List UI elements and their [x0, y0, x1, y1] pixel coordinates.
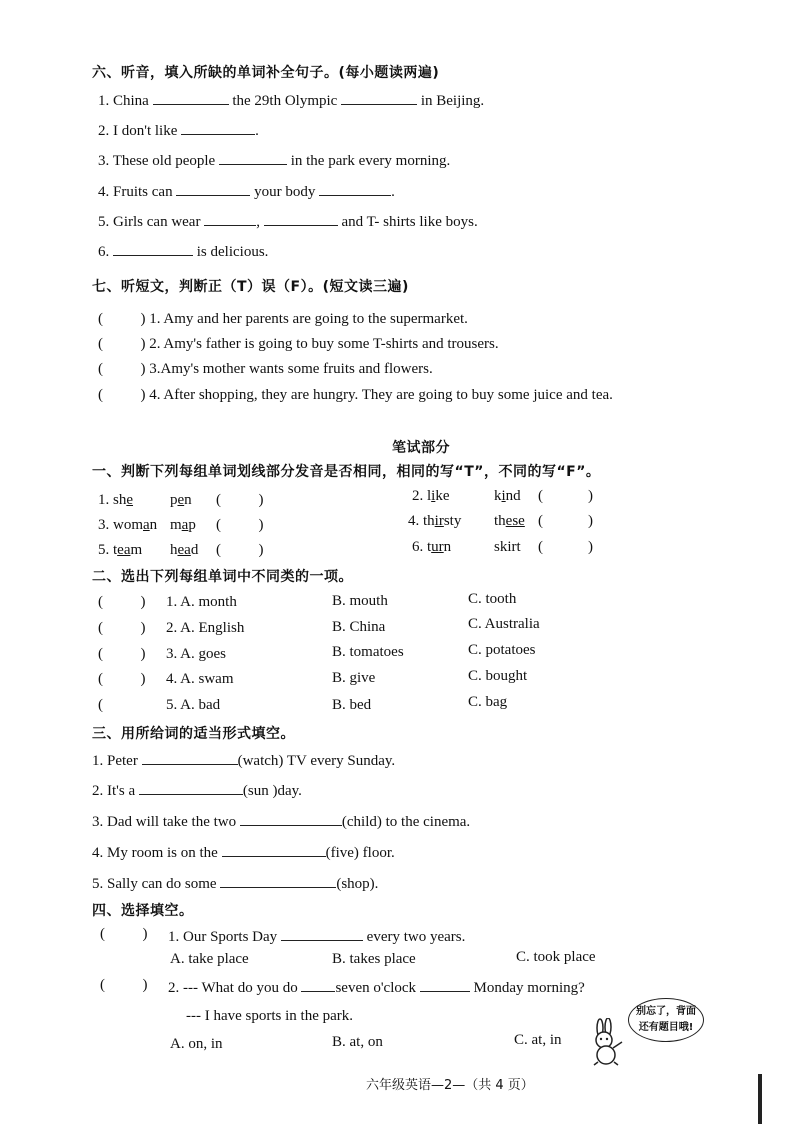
answer-parenthesis[interactable]: ( ) — [216, 517, 264, 533]
w2-option-b: B. China — [332, 619, 386, 635]
w4-q1-option-c: C. took place — [516, 949, 596, 965]
w2-option-b: B. bed — [332, 697, 372, 713]
answer-blank[interactable] — [113, 241, 193, 256]
w2-heading: 二、选出下列每组单词中不同类的一项。 — [92, 569, 353, 585]
answer-parenthesis[interactable]: ( ) — [216, 542, 264, 558]
s6-q2: 2. I don't like . — [98, 120, 259, 140]
answer-blank[interactable] — [222, 842, 326, 857]
w4-q2-option-b: B. at, on — [332, 1034, 383, 1050]
w2-option-a: 1. A. month — [166, 594, 237, 610]
answer-parenthesis[interactable]: ( ) — [98, 671, 146, 687]
w3-heading: 三、用所给词的适当形式填空。 — [92, 726, 295, 742]
section7-heading: 七、听短文，判断正（T）误（F）。(短文读三遍) — [92, 279, 409, 295]
s7-item: ( ) 4. After shopping, they are hungry. They are going to buy some juice and tea. — [98, 387, 613, 403]
w2-option-b: B. mouth — [332, 593, 388, 609]
scan-edge-mark — [758, 1074, 762, 1124]
speech-bubble — [628, 998, 704, 1042]
w1-heading: 一、判断下列每组单词划线部分发音是否相同，相同的写“T”，不同的写“F”。 — [92, 464, 601, 480]
w4-q1-option-a: A. take place — [170, 951, 249, 967]
s6-q6: 6. is delicious. — [98, 241, 268, 261]
answer-parenthesis[interactable]: ( ) — [100, 926, 148, 942]
w1-word: skirt — [494, 539, 521, 555]
answer-blank[interactable] — [204, 211, 256, 226]
answer-blank[interactable] — [319, 181, 391, 196]
w1-pair: 4. thirsty — [408, 513, 462, 529]
answer-blank[interactable] — [219, 150, 287, 165]
w1-pair: 5. team — [98, 542, 143, 558]
answer-parenthesis[interactable]: ( ) — [538, 539, 593, 555]
w1-pair: 3. woman — [98, 517, 158, 533]
w1-word: kind — [494, 488, 521, 504]
answer-blank[interactable] — [264, 211, 338, 226]
answer-parenthesis[interactable]: ( ) — [98, 646, 146, 662]
section6-heading: 六、听音，填入所缺的单词补全句子。(每小题读两遍) — [92, 65, 440, 81]
page-footer: 六年级英语—2—（共 4 页） — [366, 1078, 534, 1093]
w2-option-a: 3. A. goes — [166, 646, 226, 662]
answer-blank[interactable] — [176, 181, 250, 196]
answer-parenthesis[interactable]: ( ) — [538, 513, 593, 529]
w2-option-a: 5. A. bad — [166, 697, 221, 713]
w4-q2-answer-line: --- I have sports in the park. — [186, 1008, 354, 1024]
s6-q5: 5. Girls can wear , and T- shirts like boys. — [98, 211, 478, 231]
s6-q4: 4. Fruits can your body . — [98, 181, 395, 201]
w4-q1: 1. Our Sports Day every two years. — [168, 926, 465, 946]
w1-word: head — [170, 542, 199, 558]
w2-option-c: C. potatoes — [468, 642, 536, 658]
w1-word: map — [170, 517, 196, 533]
w2-option-b: B. tomatoes — [332, 644, 404, 660]
answer-blank[interactable] — [220, 873, 336, 888]
w3-q4: 4. My room is on the (five) floor. — [92, 842, 395, 862]
w3-q3: 3. Dad will take the two (child) to the cinema. — [92, 811, 470, 831]
answer-blank[interactable] — [181, 120, 255, 135]
w4-q2-option-a: A. on, in — [170, 1036, 223, 1052]
s7-item: ( ) 2. Amy's father is going to buy some T-shirts and trousers. — [98, 336, 499, 352]
rabbit-cartoon-icon — [586, 1018, 630, 1066]
w1-pair: 1. she — [98, 492, 134, 508]
answer-parenthesis[interactable]: ( ) — [98, 387, 146, 403]
s6-q1: 1. China the 29th Olympic in Beijing. — [98, 90, 484, 110]
written-part-title: 笔试部分 — [392, 440, 450, 456]
answer-blank[interactable] — [240, 811, 342, 826]
w2-option-b: B. give — [332, 670, 376, 686]
w1-pair: 6. turn — [412, 539, 452, 555]
answer-parenthesis[interactable]: ( ) — [538, 488, 593, 504]
answer-parenthesis[interactable]: ( ) — [216, 492, 264, 508]
w3-q5: 5. Sally can do some (shop). — [92, 873, 378, 893]
w2-option-c: C. bought — [468, 668, 528, 684]
w1-pair: 2. like — [412, 488, 450, 504]
w2-option-c: C. tooth — [468, 591, 517, 607]
w2-option-a: 4. A. swam — [166, 671, 234, 687]
s7-item: ( ) 1. Amy and her parents are going to the supermarket. — [98, 311, 468, 327]
w4-heading: 四、选择填空。 — [92, 903, 194, 919]
w2-option-a: 2. A. English — [166, 620, 245, 636]
answer-parenthesis[interactable]: ( — [98, 697, 103, 713]
w3-q1: 1. Peter (watch) TV every Sunday. — [92, 750, 395, 770]
w1-word: pen — [170, 492, 192, 508]
answer-parenthesis[interactable]: ( ) — [98, 336, 146, 352]
answer-blank[interactable] — [341, 90, 417, 105]
bubble-line: 还有题目哦! — [638, 1022, 694, 1033]
s7-item: ( ) 3.Amy's mother wants some fruits and flowers. — [98, 361, 433, 377]
s6-q3: 3. These old people in the park every morning. — [98, 150, 450, 170]
answer-parenthesis[interactable]: ( ) — [98, 311, 146, 327]
answer-parenthesis[interactable]: ( ) — [98, 594, 146, 610]
answer-parenthesis[interactable]: ( ) — [98, 620, 146, 636]
bubble-line: 别忘了，背面 — [636, 1006, 696, 1017]
w3-q2: 2. It's a (sun )day. — [92, 780, 302, 800]
w2-option-c: C. Australia — [468, 616, 540, 632]
answer-blank[interactable] — [301, 977, 335, 992]
answer-blank[interactable] — [281, 926, 363, 941]
answer-blank[interactable] — [420, 977, 470, 992]
w4-q1-option-b: B. takes place — [332, 951, 416, 967]
w2-option-c: C. bag — [468, 694, 508, 710]
answer-blank[interactable] — [139, 780, 243, 795]
answer-parenthesis[interactable]: ( ) — [100, 977, 148, 993]
w1-word: these — [494, 513, 525, 529]
answer-blank[interactable] — [153, 90, 229, 105]
w4-q2: 2. --- What do you do seven o'clock Monday morning? — [168, 977, 585, 997]
answer-blank[interactable] — [142, 750, 238, 765]
answer-parenthesis[interactable]: ( ) — [98, 361, 146, 377]
w4-q2-option-c: C. at, in — [514, 1032, 562, 1048]
